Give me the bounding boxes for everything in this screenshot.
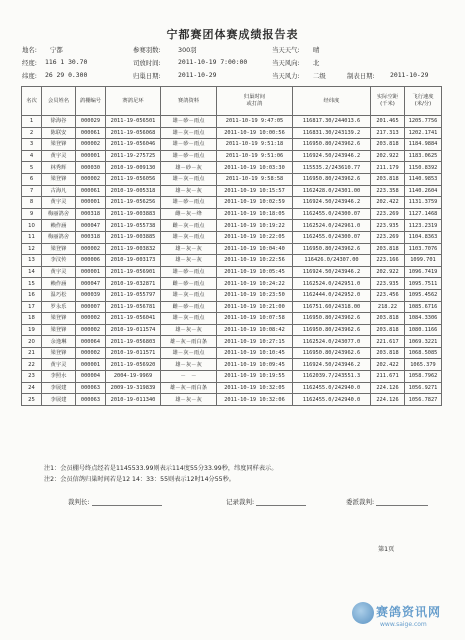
header-speed: 飞行速度 (米/分) <box>405 87 442 116</box>
cell-arrival-time: 2011-10-19 10:23:50 <box>217 289 293 301</box>
watermark-brand: 赛鸽资讯网 <box>376 605 442 619</box>
cell-loft-id: 000063 <box>76 382 106 394</box>
cell-arrival-time: 2011-10-19 9:58:58 <box>217 173 293 185</box>
cell-speed: 1069.3221 <box>405 336 442 348</box>
cell-member: 余逸琳 <box>42 336 76 348</box>
cell-loft-id: 000006 <box>76 255 106 267</box>
site-value: 宁都 <box>50 46 63 54</box>
cell-coordinates: 1162524.0/243077.0 <box>293 336 371 348</box>
cell-member: 赖作涵 <box>42 278 76 290</box>
table-row <box>22 278 442 290</box>
cell-coordinates: 1162455.0/24300.07 <box>293 231 371 243</box>
cell-speed: 1150.8392 <box>405 162 442 174</box>
table-row <box>22 139 442 151</box>
cell-loft-id: 000061 <box>76 127 106 139</box>
cell-rank: 23 <box>22 371 42 383</box>
cell-loft-id: 000002 <box>76 313 106 325</box>
report-title: 宁都赛团体赛成绩报告表 <box>166 28 299 41</box>
cell-arrival-time: 2011-10-19 10:22:05 <box>217 231 293 243</box>
cell-loft-id: 000318 <box>76 231 106 243</box>
table-row <box>22 185 442 197</box>
table-row <box>22 243 442 255</box>
cell-rank: 3 <box>22 139 42 151</box>
watermark-url: www.saige.com <box>380 621 427 628</box>
cell-coordinates: 116950.80/243962.6 <box>293 324 371 336</box>
cell-coordinates: 1162444.0/242952.0 <box>293 289 371 301</box>
cell-coordinates: 116950.80/243962.6 <box>293 243 371 255</box>
cell-loft-id: 000002 <box>76 139 106 151</box>
cell-coordinates: 1162039.7/243551.3 <box>293 371 371 383</box>
wind-direction-label: 当天风向: <box>272 59 300 67</box>
cell-ring: 2010-19-011574 <box>106 324 161 336</box>
cell-bird-info: 雌－灰－绛 <box>161 208 217 220</box>
cell-loft-id: 000002 <box>76 173 106 185</box>
header-arrival-time: 归巢时间 或打鸽 <box>217 87 293 116</box>
cell-member: 梁登锋 <box>42 347 76 359</box>
return-date-label: 归巢日期: <box>133 72 161 80</box>
cell-arrival-time: 2011-10-19 10:21:00 <box>217 301 293 313</box>
cell-bird-info: 雌－砂－雨点 <box>161 301 217 313</box>
cell-loft-id: 000001 <box>76 359 106 371</box>
cell-arrival-time: 2011-10-19 10:18:05 <box>217 208 293 220</box>
cell-rank: 19 <box>22 324 42 336</box>
table-row <box>22 150 442 162</box>
cell-bird-info: 雄－灰－雨点 <box>161 347 217 359</box>
count-label: 参赛羽数: <box>133 46 161 54</box>
cell-member: 罗永乐 <box>42 301 76 313</box>
cell-distance: 223.269 <box>371 231 405 243</box>
table-row <box>22 266 442 278</box>
results-table <box>21 86 442 406</box>
cell-rank: 5 <box>22 162 42 174</box>
cell-speed: 1127.1468 <box>405 208 442 220</box>
cell-distance: 224.126 <box>371 394 405 406</box>
cell-arrival-time: 2011-10-19 10:19:55 <box>217 371 293 383</box>
cell-rank: 24 <box>22 382 42 394</box>
page-number: 第1页 <box>378 546 395 553</box>
cell-arrival-time: 2011-10-19 10:32:05 <box>217 382 293 394</box>
cell-distance: 223.269 <box>371 208 405 220</box>
cell-bird-info: 雄－灰－雨点 <box>161 313 217 325</box>
cell-bird-info: 雄－灰－灰 <box>161 359 217 371</box>
cell-rank: 18 <box>22 313 42 325</box>
cell-speed: 1084.3306 <box>405 313 442 325</box>
longitude-value: 116 1 30.70 <box>45 58 88 66</box>
cell-coordinates: 115535.2/243610.77 <box>293 162 371 174</box>
cell-bird-info: 雌－灰－雨点 <box>161 220 217 232</box>
table-row <box>22 208 442 220</box>
cell-member: 黄宇灵 <box>42 359 76 371</box>
cell-speed: 1058.7962 <box>405 371 442 383</box>
cell-ring: 2009-19-319839 <box>106 382 161 394</box>
cell-distance: 218.22 <box>371 301 405 313</box>
header-member: 会员姓名 <box>42 87 76 116</box>
table-row <box>22 231 442 243</box>
table-row <box>22 289 442 301</box>
table-row <box>22 336 442 348</box>
cell-member: 梁登锋 <box>42 243 76 255</box>
cell-coordinates: 116426.0/24307.00 <box>293 255 371 267</box>
cell-ring: 2010-19-011571 <box>106 347 161 359</box>
cell-member: 陈联安 <box>42 127 76 139</box>
cell-rank: 15 <box>22 278 42 290</box>
cell-speed: 1085.6716 <box>405 301 442 313</box>
table-row <box>22 347 442 359</box>
table-row <box>22 116 442 128</box>
cell-distance: 223.935 <box>371 220 405 232</box>
cell-arrival-time: 2011-10-19 10:22:56 <box>217 255 293 267</box>
cell-ring: 2011-19-055738 <box>106 220 161 232</box>
cell-bird-info: 雄－砂－雨点 <box>161 139 217 151</box>
signature-line <box>92 505 162 506</box>
cell-arrival-time: 2011-10-19 10:04:40 <box>217 243 293 255</box>
table-row <box>22 394 442 406</box>
cell-rank: 12 <box>22 243 42 255</box>
cell-ring: 2011-19-056256 <box>106 197 161 209</box>
cell-arrival-time: 2011-10-19 10:05:45 <box>217 266 293 278</box>
cell-member: 古海凡 <box>42 185 76 197</box>
release-time-value: 2011-10-19 7:00:00 <box>178 58 248 66</box>
cell-distance: 211.179 <box>371 162 405 174</box>
cell-coordinates: 116924.50/243946.2 <box>293 197 371 209</box>
table-row <box>22 173 442 185</box>
cell-distance: 223.166 <box>371 255 405 267</box>
cell-ring: 2011-19-056068 <box>106 127 161 139</box>
cell-ring: 2011-19-003885 <box>106 231 161 243</box>
cell-loft-id: 000318 <box>76 208 106 220</box>
cell-distance: 223.456 <box>371 289 405 301</box>
table-row <box>22 197 442 209</box>
cell-ring: 2011-19-056901 <box>106 266 161 278</box>
cell-bird-info: 雌－砂－雨点 <box>161 278 217 290</box>
cell-arrival-time: 2011-10-19 9:51:18 <box>217 139 293 151</box>
cell-ring: 2011-19-003832 <box>106 243 161 255</box>
cell-rank: 17 <box>22 301 42 313</box>
cell-bird-info: 雄－灰－雨点 <box>161 231 217 243</box>
cell-member: 温巧松 <box>42 289 76 301</box>
cell-coordinates: 116950.80/243962.6 <box>293 139 371 151</box>
table-row <box>22 301 442 313</box>
cell-member: 梁登锋 <box>42 139 76 151</box>
cell-rank: 6 <box>22 173 42 185</box>
cell-loft-id: 000063 <box>76 394 106 406</box>
cell-member: 黄宇灵 <box>42 197 76 209</box>
cell-bird-info: 雄－砂－雨点 <box>161 116 217 128</box>
header-rank: 名次 <box>22 87 42 116</box>
cell-member: 黄宇灵 <box>42 266 76 278</box>
cell-arrival-time: 2011-10-19 10:10:45 <box>217 347 293 359</box>
signature-line <box>256 505 306 506</box>
cell-distance: 223.935 <box>371 278 405 290</box>
cell-loft-id: 000001 <box>76 266 106 278</box>
cell-member: 徐海谷 <box>42 116 76 128</box>
cell-member: 李展建 <box>42 382 76 394</box>
cell-arrival-time: 2011-10-19 10:03:30 <box>217 162 293 174</box>
cell-speed: 1095.4562 <box>405 289 442 301</box>
cell-ring: 2011-19-055797 <box>106 289 161 301</box>
table-row <box>22 255 442 267</box>
cell-loft-id: 000029 <box>76 116 106 128</box>
cell-member: 李汶传 <box>42 255 76 267</box>
cell-arrival-time: 2011-10-19 10:27:15 <box>217 336 293 348</box>
cell-speed: 1056.7827 <box>405 394 442 406</box>
cell-rank: 25 <box>22 394 42 406</box>
cell-speed: 1104.8363 <box>405 231 442 243</box>
table-row <box>22 324 442 336</box>
cell-coordinates: 1162455.0/242940.0 <box>293 382 371 394</box>
table-row <box>22 382 442 394</box>
cell-speed: 1140.9853 <box>405 173 442 185</box>
cell-bird-info: 雄－灰－灰 <box>161 243 217 255</box>
cell-ring: 2010-19-005318 <box>106 185 161 197</box>
cell-arrival-time: 2011-10-19 10:02:59 <box>217 197 293 209</box>
cell-coordinates: 1162455.0/242940.0 <box>293 394 371 406</box>
cell-ring: 2011-19-056501 <box>106 116 161 128</box>
cell-loft-id: 000047 <box>76 220 106 232</box>
cell-arrival-time: 2011-10-19 10:07:58 <box>217 313 293 325</box>
table-header-row <box>22 87 442 116</box>
cell-speed: 1103.7076 <box>405 243 442 255</box>
cell-speed: 1183.0625 <box>405 150 442 162</box>
cell-ring: 2011-19-056041 <box>106 313 161 325</box>
cell-rank: 16 <box>22 289 42 301</box>
weather-value: 晴 <box>313 46 320 54</box>
cell-rank: 22 <box>22 359 42 371</box>
cell-coordinates: 1162524.0/242951.0 <box>293 278 371 290</box>
cell-speed: 1068.5085 <box>405 347 442 359</box>
cell-arrival-time: 2011-10-19 10:08:42 <box>217 324 293 336</box>
cell-rank: 2 <box>22 127 42 139</box>
cell-arrival-time: 2011-10-19 9:47:05 <box>217 116 293 128</box>
cell-arrival-time: 2011-10-19 10:00:56 <box>217 127 293 139</box>
cell-distance: 202.422 <box>371 197 405 209</box>
cell-loft-id: 000004 <box>76 371 106 383</box>
cell-distance: 203.818 <box>371 324 405 336</box>
cell-member: 林秀辉 <box>42 162 76 174</box>
cell-loft-id: 000002 <box>76 243 106 255</box>
cell-distance: 217.313 <box>371 127 405 139</box>
cell-coordinates: 116817.30/244013.6 <box>293 116 371 128</box>
cell-member: 梅丽鸽舍 <box>42 208 76 220</box>
cell-member: 梅丽鸽舍 <box>42 231 76 243</box>
cell-member: 李展建 <box>42 394 76 406</box>
note-2: 注2：会员信鸽归巢时间若是12 14：33：55则表示12时14分55秒。 <box>44 476 235 483</box>
cell-rank: 1 <box>22 116 42 128</box>
cell-arrival-time: 2011-10-19 10:19:22 <box>217 220 293 232</box>
cell-distance: 221.617 <box>371 336 405 348</box>
cell-ring: 2010-19-003173 <box>106 255 161 267</box>
cell-rank: 9 <box>22 208 42 220</box>
latitude-value: 26 29 0.300 <box>45 71 88 79</box>
cell-bird-info: － － <box>161 371 217 383</box>
cell-distance: 202.922 <box>371 266 405 278</box>
longitude-label: 经度: <box>22 59 37 67</box>
cell-ring: 2011-19-056781 <box>106 301 161 313</box>
committee-signature <box>346 497 428 506</box>
cell-distance: 202.922 <box>371 150 405 162</box>
cell-speed: 1123.2319 <box>405 220 442 232</box>
cell-coordinates: 116924.50/243946.2 <box>293 150 371 162</box>
table-row <box>22 127 442 139</box>
cell-ring: 2011-19-003883 <box>106 208 161 220</box>
cell-ring: 2010-19-032871 <box>106 278 161 290</box>
cell-loft-id: 000061 <box>76 185 106 197</box>
cell-bird-info: 雄－灰－灰 <box>161 255 217 267</box>
cell-bird-info: 雄－灰－雨点 <box>161 173 217 185</box>
wind-force-value: 二级 <box>313 72 326 80</box>
header-distance: 实际空距 (千米) <box>371 87 405 116</box>
cell-bird-info: 雄－砂－雨点 <box>161 266 217 278</box>
cell-rank: 4 <box>22 150 42 162</box>
cell-member: 李照水 <box>42 371 76 383</box>
table-row <box>22 371 442 383</box>
recorder-signature <box>226 497 306 506</box>
cell-distance: 211.671 <box>371 371 405 383</box>
cell-loft-id: 000002 <box>76 347 106 359</box>
cell-coordinates: 116950.80/243962.6 <box>293 347 371 359</box>
header-bird-info: 赛鸽资料 <box>161 87 217 116</box>
cell-arrival-time: 2011-10-19 10:24:22 <box>217 278 293 290</box>
note-1: 注1：会员棚号终点经若是1145533.99则表示114度55分33.99秒，纬度同样表示。 <box>44 465 278 472</box>
cell-loft-id: 000030 <box>76 162 106 174</box>
cell-ring: 2011-19-056920 <box>106 359 161 371</box>
cell-coordinates: 1162428.0/24301.00 <box>293 185 371 197</box>
cell-member: 赖作涵 <box>42 220 76 232</box>
cell-bird-info: 雄－砂－雨点 <box>161 197 217 209</box>
cell-bird-info: 雄－灰－雨点 <box>161 127 217 139</box>
committee-label: 委派裁判: <box>346 498 375 506</box>
cell-member: 梁登锋 <box>42 173 76 185</box>
cell-rank: 11 <box>22 231 42 243</box>
cell-coordinates: 116950.80/243962.6 <box>293 313 371 325</box>
latitude-label: 纬度: <box>22 72 37 80</box>
cell-rank: 10 <box>22 220 42 232</box>
cell-distance: 224.126 <box>371 382 405 394</box>
cell-loft-id: 000001 <box>76 150 106 162</box>
header-loft-id: 鸽棚编号 <box>76 87 106 116</box>
cell-ring: 2011-19-056056 <box>106 173 161 185</box>
cell-distance: 203.818 <box>371 243 405 255</box>
cell-distance: 203.818 <box>371 347 405 359</box>
cell-bird-info: 雄－灰－雨白条 <box>161 336 217 348</box>
signature-line <box>376 505 428 506</box>
site-label: 地名: <box>22 46 37 54</box>
cell-speed: 1096.7419 <box>405 266 442 278</box>
cell-speed: 1140.2604 <box>405 185 442 197</box>
cell-distance: 203.818 <box>371 139 405 151</box>
cell-coordinates: 116831.30/243139.2 <box>293 127 371 139</box>
cell-bird-info: 雄－灰－雨白条 <box>161 382 217 394</box>
table-row <box>22 220 442 232</box>
chief-judge-signature <box>68 497 162 506</box>
cell-speed: 1099.701 <box>405 255 442 267</box>
recorder-label: 记录裁判: <box>226 498 255 506</box>
cell-rank: 14 <box>22 266 42 278</box>
cell-speed: 1095.7511 <box>405 278 442 290</box>
cell-coordinates: 1162455.0/24300.07 <box>293 208 371 220</box>
cell-distance: 203.818 <box>371 313 405 325</box>
cell-distance: 202.422 <box>371 359 405 371</box>
cell-coordinates: 116924.50/243946.2 <box>293 359 371 371</box>
cell-distance: 201.465 <box>371 116 405 128</box>
cell-bird-info: 雄－砂－灰 <box>161 162 217 174</box>
cell-arrival-time: 2011-10-19 9:51:06 <box>217 150 293 162</box>
cell-coordinates: 116950.80/243962.6 <box>293 173 371 185</box>
cell-speed: 1131.3759 <box>405 197 442 209</box>
cell-ring: 2010-19-009130 <box>106 162 161 174</box>
cell-speed: 1056.9271 <box>405 382 442 394</box>
wind-direction-value: 北 <box>313 59 320 67</box>
cell-rank: 7 <box>22 185 42 197</box>
cell-arrival-time: 2011-10-19 10:32:06 <box>217 394 293 406</box>
table-row <box>22 162 442 174</box>
cell-coordinates: 1162524.0/242961.0 <box>293 220 371 232</box>
cell-member: 梁登锋 <box>42 313 76 325</box>
weather-label: 当天天气: <box>272 46 300 54</box>
cell-loft-id: 000002 <box>76 324 106 336</box>
table-row <box>22 313 442 325</box>
header-ring: 赛鸽足环 <box>106 87 161 116</box>
return-date-value: 2011-10-29 <box>178 71 217 79</box>
cell-rank: 13 <box>22 255 42 267</box>
cell-speed: 1205.7756 <box>405 116 442 128</box>
wind-force-label: 当天风力: <box>272 72 300 80</box>
header-coordinates: 经纬度 <box>293 87 371 116</box>
cell-speed: 1184.9884 <box>405 139 442 151</box>
cell-ring: 2004-19-9969 <box>106 371 161 383</box>
pigeon-logo-icon <box>352 602 374 624</box>
cell-ring: 2010-19-011340 <box>106 394 161 406</box>
report-date-value: 2011-10-29 <box>390 71 429 79</box>
cell-bird-info: 雄－灰－灰 <box>161 394 217 406</box>
cell-bird-info: 雄－灰－雨点 <box>161 289 217 301</box>
cell-coordinates: 116751.60/24318.00 <box>293 301 371 313</box>
cell-member: 梁登锋 <box>42 324 76 336</box>
cell-rank: 20 <box>22 336 42 348</box>
cell-speed: 1080.1166 <box>405 324 442 336</box>
cell-bird-info: 雄－灰－灰 <box>161 324 217 336</box>
cell-speed: 1065.379 <box>405 359 442 371</box>
cell-distance: 203.818 <box>371 173 405 185</box>
cell-loft-id: 000001 <box>76 197 106 209</box>
cell-ring: 2011-19-056803 <box>106 336 161 348</box>
cell-speed: 1202.1741 <box>405 127 442 139</box>
release-time-label: 司放时间: <box>133 59 161 67</box>
cell-arrival-time: 2011-10-19 10:09:45 <box>217 359 293 371</box>
cell-bird-info: 雄－灰－灰 <box>161 185 217 197</box>
cell-bird-info: 雄－砂－雨点 <box>161 150 217 162</box>
cell-loft-id: 000007 <box>76 301 106 313</box>
cell-distance: 223.358 <box>371 185 405 197</box>
cell-loft-id: 000064 <box>76 336 106 348</box>
cell-ring: 2011-19-056046 <box>106 139 161 151</box>
table-row <box>22 359 442 371</box>
watermark <box>352 600 458 634</box>
cell-rank: 21 <box>22 347 42 359</box>
cell-loft-id: 000047 <box>76 278 106 290</box>
count-value: 300羽 <box>178 46 197 54</box>
cell-coordinates: 116924.50/243946.2 <box>293 266 371 278</box>
cell-arrival-time: 2011-10-19 10:15:57 <box>217 185 293 197</box>
cell-ring: 2011-19-275725 <box>106 150 161 162</box>
report-date-label: 制表日期: <box>347 72 375 80</box>
cell-loft-id: 000039 <box>76 289 106 301</box>
cell-rank: 8 <box>22 197 42 209</box>
cell-member: 黄宇灵 <box>42 150 76 162</box>
chief-judge-label: 裁判长: <box>68 498 90 506</box>
